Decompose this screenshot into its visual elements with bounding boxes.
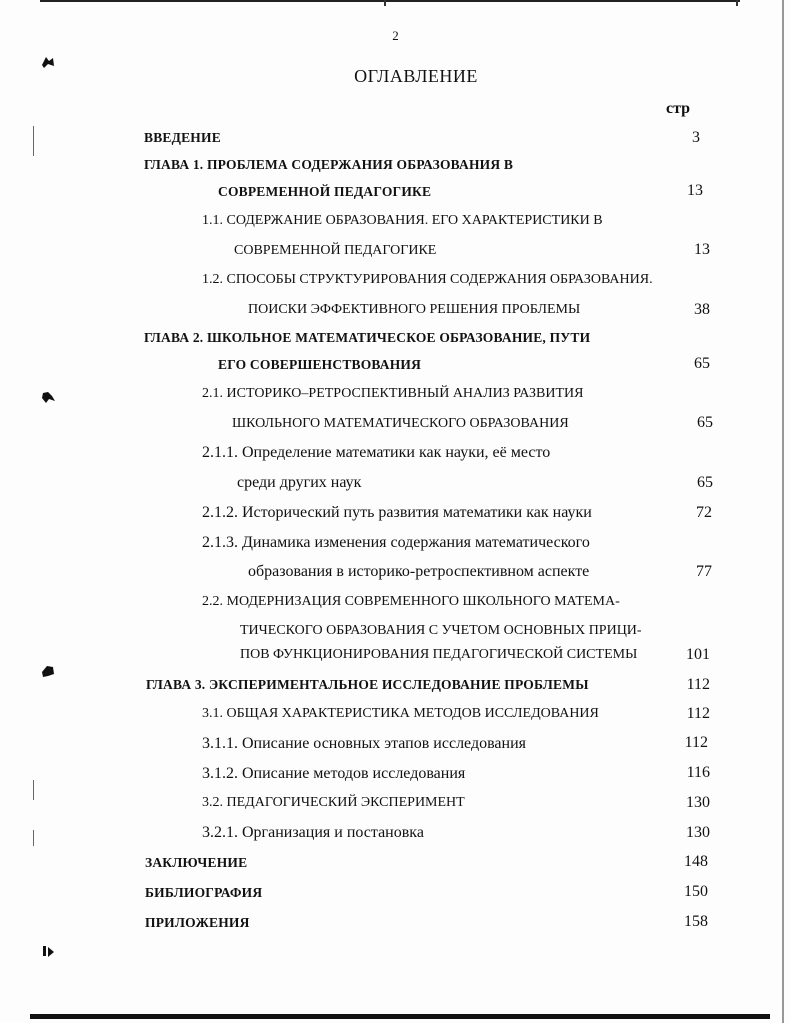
toc-page-number: 65 <box>697 414 713 431</box>
toc-entry-section-2-2-cont: ПОВ ФУНКЦИОНИРОВАНИЯ ПЕДАГОГИЧЕСКОЙ СИСТЕМЫ <box>240 647 638 662</box>
page-title: ОГЛАВЛЕНИЕ <box>354 66 478 86</box>
toc-page-number: 112 <box>686 705 710 722</box>
toc-page-number: 13 <box>687 182 703 199</box>
toc-page-number: 13 <box>694 241 710 258</box>
toc-entry-section-3-1-1: 3.1.1. Описание основных этапов исследования <box>202 735 527 752</box>
toc-entry-bibliography: БИБЛИОГРАФИЯ <box>145 885 263 900</box>
binding-hole-icon <box>40 664 56 678</box>
toc-page-number: 3 <box>692 129 700 146</box>
toc-page-number: 65 <box>697 474 713 491</box>
scan-left-mark <box>33 126 34 156</box>
scan-left-mark <box>33 780 34 800</box>
binding-hole-icon <box>40 944 56 958</box>
scan-top-edge <box>40 0 740 2</box>
toc-entry-appendices: ПРИЛОЖЕНИЯ <box>145 915 250 930</box>
scan-left-mark <box>33 830 34 846</box>
scan-top-mark <box>384 0 386 6</box>
toc-entry-chapter-1: ГЛАВА 1. ПРОБЛЕМА СОДЕРЖАНИЯ ОБРАЗОВАНИЯ В <box>144 157 514 172</box>
toc-entry-chapter-3: ГЛАВА 3. ЭКСПЕРИМЕНТАЛЬНОЕ ИССЛЕДОВАНИЕ ПРОБЛЕМЫ <box>146 677 589 692</box>
toc-page-number: 116 <box>686 764 710 781</box>
toc-page-number: 148 <box>684 853 708 870</box>
scan-top-mark <box>736 0 738 6</box>
toc-entry-section-2-1-cont: ШКОЛЬНОГО МАТЕМАТИЧЕСКОГО ОБРАЗОВАНИЯ <box>232 416 569 431</box>
toc-entry-section-2-1-2: 2.1.2. Исторический путь развития математики как науки <box>202 504 592 521</box>
toc-entry-section-1-2: 1.2. СПОСОБЫ СТРУКТУРИРОВАНИЯ СОДЕРЖАНИЯ ОБРАЗОВАНИЯ. <box>202 272 653 287</box>
toc-page-number: 130 <box>686 794 710 811</box>
page-column-header: стр <box>666 100 691 117</box>
toc-entry-section-1-1: 1.1. СОДЕРЖАНИЕ ОБРАЗОВАНИЯ. ЕГО ХАРАКТЕРИСТИКИ В <box>202 213 603 228</box>
toc-page-number: 101 <box>686 646 710 663</box>
scan-right-edge <box>782 0 784 1023</box>
toc-page-number: 158 <box>684 913 708 930</box>
toc-page-number: 130 <box>686 824 710 841</box>
toc-entry-section-2-1: 2.1. ИСТОРИКО–РЕТРОСПЕКТИВНЫЙ АНАЛИЗ РАЗВИТИЯ <box>202 386 584 401</box>
toc-entry-section-2-1-3: 2.1.3. Динамика изменения содержания математического <box>202 534 590 551</box>
toc-entry-section-3-2-1: 3.2.1. Организация и постановка <box>202 824 424 841</box>
toc-entry-section-1-2-cont: ПОИСКИ ЭФФЕКТИВНОГО РЕШЕНИЯ ПРОБЛЕМЫ <box>248 302 581 317</box>
toc-entry-section-3-1-2: 3.1.2. Описание методов исследования <box>202 765 466 782</box>
toc-entry-section-2-2-cont: ТИЧЕСКОГО ОБРАЗОВАНИЯ С УЧЕТОМ ОСНОВНЫХ ПРИЦИ- <box>240 623 642 638</box>
toc-entry-section-1-1-cont: СОВРЕМЕННОЙ ПЕДАГОГИКЕ <box>234 243 437 258</box>
toc-page-number: 77 <box>696 563 712 580</box>
toc-page-number: 38 <box>694 301 710 318</box>
scan-bottom-edge <box>30 1014 770 1019</box>
toc-entry-conclusion: ЗАКЛЮЧЕНИЕ <box>145 855 248 870</box>
toc-page-number: 65 <box>694 355 710 372</box>
toc-page-number: 72 <box>696 504 712 521</box>
toc-entry-introduction: ВВЕДЕНИЕ <box>144 130 221 145</box>
toc-entry-section-2-1-3-cont: образования в историко-ретроспективном аспекте <box>248 563 590 580</box>
toc-entry-chapter-2-cont: ЕГО СОВЕРШЕНСТВОВАНИЯ <box>218 357 422 372</box>
toc-entry-chapter-1-cont: СОВРЕМЕННОЙ ПЕДАГОГИКЕ <box>218 184 432 199</box>
binding-hole-icon <box>40 390 56 404</box>
toc-entry-section-3-1: 3.1. ОБЩАЯ ХАРАКТЕРИСТИКА МЕТОДОВ ИССЛЕДОВАНИЯ <box>202 706 599 721</box>
toc-entry-chapter-2: ГЛАВА 2. ШКОЛЬНОЕ МАТЕМАТИЧЕСКОЕ ОБРАЗОВАНИЕ, ПУТИ <box>144 330 591 345</box>
toc-entry-section-3-2: 3.2. ПЕДАГОГИЧЕСКИЙ ЭКСПЕРИМЕНТ <box>202 795 465 810</box>
toc-page-number: 112 <box>684 734 708 751</box>
toc-entry-section-2-1-1: 2.1.1. Определение математики как науки, её место <box>202 444 551 461</box>
toc-page-number: 112 <box>686 676 710 693</box>
page-number: 2 <box>392 28 399 43</box>
toc-entry-section-2-1-1-cont: среди других наук <box>237 474 362 491</box>
toc-page-number: 150 <box>684 883 708 900</box>
toc-entry-section-2-2: 2.2. МОДЕРНИЗАЦИЯ СОВРЕМЕННОГО ШКОЛЬНОГО МАТЕМА- <box>202 594 620 609</box>
